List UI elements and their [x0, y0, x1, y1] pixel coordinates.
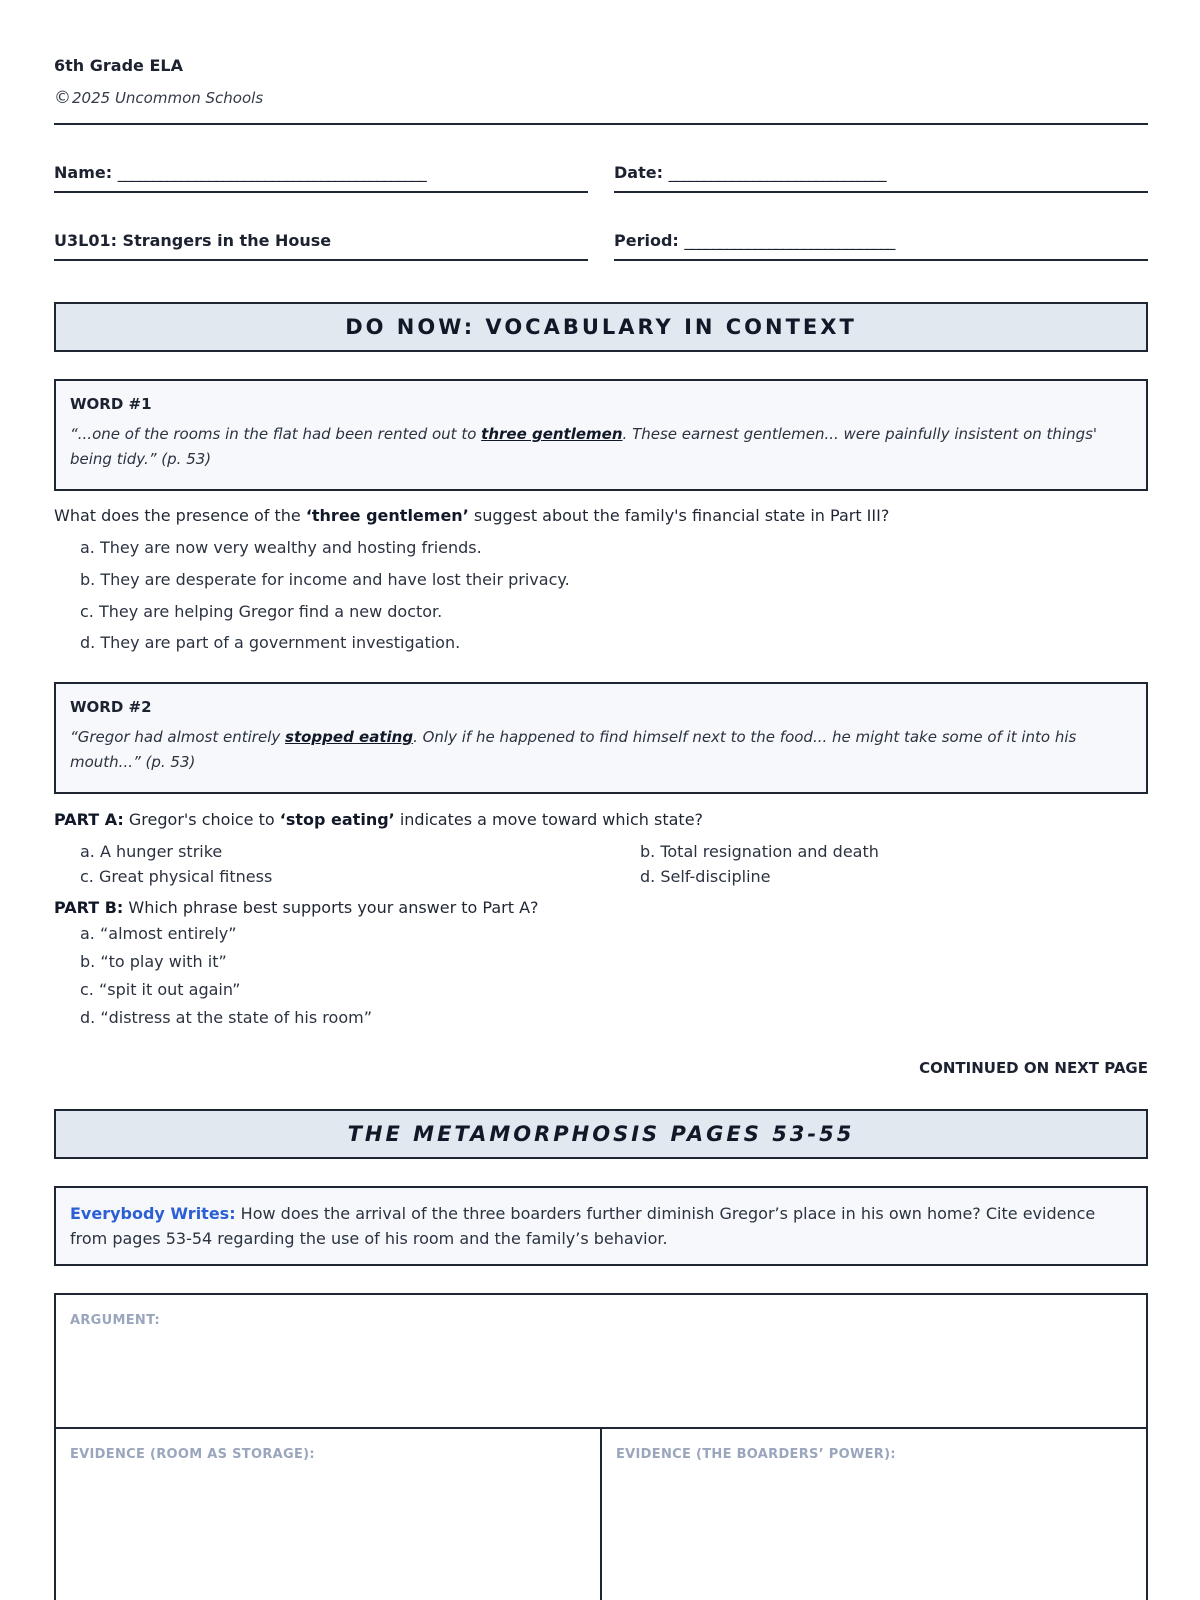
part-b-option-c[interactable]: c. “spit it out again”: [80, 980, 241, 999]
part-a-option-a[interactable]: a. A hunger strike: [80, 842, 223, 861]
question1-option-d[interactable]: d. They are part of a government investigation.: [80, 633, 461, 652]
name-blank[interactable]: ____________________________________________: [117, 163, 426, 182]
continued-note: CONTINUED ON NEXT PAGE: [919, 1059, 1148, 1077]
lesson-title: [54, 231, 588, 261]
evidence-room-box[interactable]: [56, 1429, 602, 1600]
question1-option-b[interactable]: b. They are desperate for income and have lost their privacy.: [80, 570, 570, 589]
name-label: Name:: [54, 163, 113, 182]
question1-option-c[interactable]: c. They are helping Gregor find a new doctor.: [80, 602, 443, 621]
word1-box: [54, 379, 1148, 491]
date-label: Date:: [614, 163, 663, 182]
question1-before: What does the presence of the: [54, 506, 306, 525]
date-blank[interactable]: _______________________________: [668, 163, 886, 182]
word1-target-word: three gentlemen: [481, 425, 623, 443]
everybody-writes-label: Everybody Writes:: [70, 1204, 236, 1223]
evidence-boarders-label: EVIDENCE (THE BOARDERS’ POWER):: [616, 1447, 896, 1462]
everybody-writes-text: How does the arrival of the three boarders further diminish Gregor’s place in his own home? Cite evidence from pages 53-54 regarding the use of his room and the family’s behavior.: [70, 1204, 1096, 1248]
part-a-after: indicates a move toward which state?: [394, 810, 704, 829]
word1-quote-after: . These earnest gentlemen... were painfully insistent on things' being tidy.” (p. 53): [70, 425, 1098, 468]
worksheet-page: [54, 0, 1148, 1600]
part-b-option-a[interactable]: a. “almost entirely”: [80, 924, 237, 943]
date-field[interactable]: [614, 163, 1148, 193]
question1-prompt: [54, 506, 889, 525]
part-b-prompt: [54, 898, 539, 917]
copyright-text: 2025 Uncommon Schools: [72, 89, 264, 107]
part-a-keyword: ‘stop eating’: [279, 810, 395, 829]
name-field[interactable]: [54, 163, 588, 193]
do-now-banner: DO NOW: VOCABULARY IN CONTEXT: [54, 302, 1148, 352]
part-a-label: PART A:: [54, 810, 124, 829]
period-label: Period:: [614, 231, 679, 250]
part-b-text: Which phrase best supports your answer to Part A?: [123, 898, 539, 917]
part-a-prompt: [54, 810, 703, 829]
evidence-room-label: EVIDENCE (ROOM AS STORAGE):: [70, 1447, 315, 1462]
part-a-before: Gregor's choice to: [123, 810, 280, 829]
part-a-option-d[interactable]: d. Self-discipline: [640, 867, 771, 886]
everybody-writes-box: [54, 1186, 1148, 1266]
period-field[interactable]: [614, 231, 1148, 261]
evidence-boarders-box[interactable]: [602, 1429, 1146, 1600]
copyright-icon: ©: [54, 88, 71, 108]
question1-after: suggest about the family's financial state in Part III?: [468, 506, 890, 525]
lesson-label: U3L01: Strangers in the House: [54, 231, 332, 250]
word1-quote-before: “...one of the rooms in the flat had been rented out to: [70, 425, 482, 443]
word2-quote-before: “Gregor had almost entirely: [70, 728, 286, 746]
question1-keyword: ‘three gentlemen’: [305, 506, 469, 525]
word2-target-word: stopped eating: [285, 728, 414, 746]
word2-quote: [70, 725, 1132, 775]
course-title: 6th Grade ELA: [54, 56, 183, 75]
word1-quote: [70, 422, 1132, 472]
word2-title: WORD #2: [70, 698, 152, 716]
word2-box: [54, 682, 1148, 794]
period-blank[interactable]: ______________________________: [684, 231, 895, 250]
header-divider: [54, 123, 1148, 125]
argument-box[interactable]: [56, 1295, 1146, 1429]
part-a-option-c[interactable]: c. Great physical fitness: [80, 867, 273, 886]
part-b-option-d[interactable]: d. “distress at the state of his room”: [80, 1008, 372, 1027]
reading-banner: THE METAMORPHOSIS PAGES 53-55: [54, 1109, 1148, 1159]
part-b-label: PART B:: [54, 898, 124, 917]
word1-title: WORD #1: [70, 395, 152, 413]
graphic-organizer: [54, 1293, 1148, 1600]
part-a-option-b[interactable]: b. Total resignation and death: [640, 842, 879, 861]
word2-quote-after: . Only if he happened to find himself next to the food... he might take some of it into his mouth...” (p. 53): [70, 728, 1077, 771]
part-b-option-b[interactable]: b. “to play with it”: [80, 952, 227, 971]
copyright-line: [54, 88, 263, 108]
question1-option-a[interactable]: a. They are now very wealthy and hosting friends.: [80, 538, 482, 557]
argument-label: ARGUMENT:: [70, 1313, 161, 1328]
